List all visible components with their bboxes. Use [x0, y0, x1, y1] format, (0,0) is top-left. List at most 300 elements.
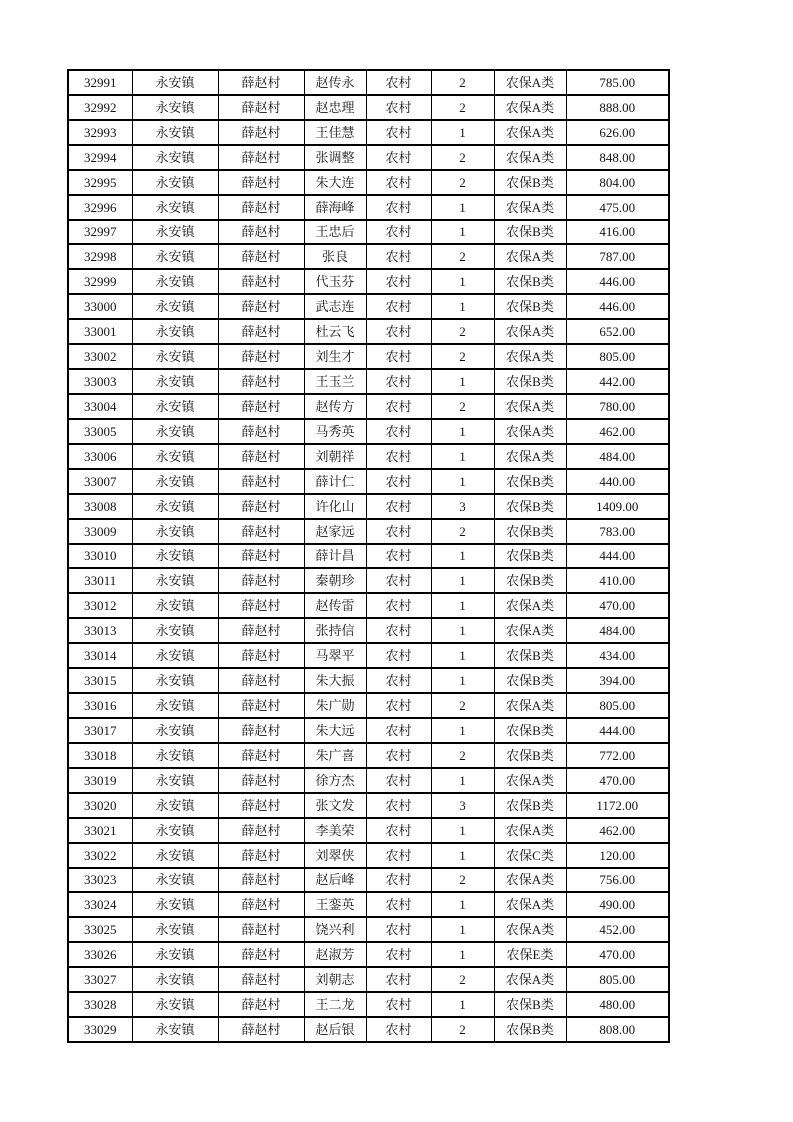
insurance-roster-table: [67, 69, 670, 1043]
cell-household-type: 农村: [366, 793, 431, 818]
cell-person-count: 1: [431, 892, 494, 917]
cell-amount: 444.00: [566, 718, 669, 743]
cell-insurance-category: 农保B类: [494, 544, 566, 569]
cell-village: 薛赵村: [218, 992, 304, 1017]
cell-town: 永安镇: [132, 195, 218, 220]
cell-person-count: 2: [431, 95, 494, 120]
table-row: [68, 942, 669, 967]
cell-serial-number: 33017: [68, 718, 132, 743]
table-row: [68, 743, 669, 768]
cell-person-name: 张持信: [304, 618, 366, 643]
cell-insurance-category: 农保E类: [494, 942, 566, 967]
cell-amount: 772.00: [566, 743, 669, 768]
cell-insurance-category: 农保B类: [494, 519, 566, 544]
cell-household-type: 农村: [366, 170, 431, 195]
cell-person-count: 1: [431, 469, 494, 494]
cell-serial-number: 33006: [68, 444, 132, 469]
cell-person-count: 1: [431, 917, 494, 942]
cell-serial-number: 33028: [68, 992, 132, 1017]
cell-serial-number: 33019: [68, 768, 132, 793]
cell-town: 永安镇: [132, 967, 218, 992]
cell-insurance-category: 农保A类: [494, 967, 566, 992]
cell-person-name: 代玉芬: [304, 269, 366, 294]
cell-town: 永安镇: [132, 942, 218, 967]
cell-town: 永安镇: [132, 419, 218, 444]
cell-amount: 434.00: [566, 643, 669, 668]
cell-town: 永安镇: [132, 344, 218, 369]
cell-serial-number: 32997: [68, 220, 132, 245]
cell-household-type: 农村: [366, 195, 431, 220]
cell-insurance-category: 农保B类: [494, 668, 566, 693]
cell-village: 薛赵村: [218, 768, 304, 793]
cell-insurance-category: 农保A类: [494, 195, 566, 220]
cell-person-name: 赵传永: [304, 70, 366, 95]
cell-insurance-category: 农保B类: [494, 220, 566, 245]
cell-person-name: 张良: [304, 244, 366, 269]
cell-serial-number: 32998: [68, 244, 132, 269]
cell-person-count: 1: [431, 593, 494, 618]
table-row: [68, 967, 669, 992]
cell-serial-number: 33011: [68, 568, 132, 593]
cell-serial-number: 33007: [68, 469, 132, 494]
cell-person-name: 刘朝祥: [304, 444, 366, 469]
cell-town: 永安镇: [132, 220, 218, 245]
cell-person-name: 王玉兰: [304, 369, 366, 394]
cell-amount: 484.00: [566, 444, 669, 469]
cell-household-type: 农村: [366, 70, 431, 95]
cell-household-type: 农村: [366, 917, 431, 942]
cell-household-type: 农村: [366, 494, 431, 519]
cell-insurance-category: 农保B类: [494, 294, 566, 319]
cell-amount: 480.00: [566, 992, 669, 1017]
cell-village: 薛赵村: [218, 718, 304, 743]
table-row: [68, 344, 669, 369]
cell-insurance-category: 农保B类: [494, 269, 566, 294]
cell-household-type: 农村: [366, 768, 431, 793]
cell-person-count: 2: [431, 868, 494, 893]
cell-person-name: 王二龙: [304, 992, 366, 1017]
cell-amount: 444.00: [566, 544, 669, 569]
cell-village: 薛赵村: [218, 444, 304, 469]
table-row: [68, 220, 669, 245]
cell-person-count: 1: [431, 220, 494, 245]
cell-household-type: 农村: [366, 668, 431, 693]
cell-person-count: 1: [431, 768, 494, 793]
cell-person-name: 饶兴利: [304, 917, 366, 942]
cell-serial-number: 33023: [68, 868, 132, 893]
cell-serial-number: 32995: [68, 170, 132, 195]
cell-household-type: 农村: [366, 120, 431, 145]
cell-village: 薛赵村: [218, 195, 304, 220]
cell-town: 永安镇: [132, 170, 218, 195]
cell-insurance-category: 农保C类: [494, 843, 566, 868]
cell-amount: 805.00: [566, 693, 669, 718]
cell-serial-number: 33013: [68, 618, 132, 643]
table-row: [68, 244, 669, 269]
cell-town: 永安镇: [132, 120, 218, 145]
cell-person-name: 徐方杰: [304, 768, 366, 793]
table-row: [68, 369, 669, 394]
cell-town: 永安镇: [132, 892, 218, 917]
cell-town: 永安镇: [132, 70, 218, 95]
table-row: [68, 892, 669, 917]
cell-person-count: 1: [431, 818, 494, 843]
cell-village: 薛赵村: [218, 394, 304, 419]
cell-town: 永安镇: [132, 793, 218, 818]
cell-person-name: 赵传方: [304, 394, 366, 419]
table-row: [68, 843, 669, 868]
cell-amount: 470.00: [566, 942, 669, 967]
cell-person-name: 刘翠侠: [304, 843, 366, 868]
table-row: [68, 544, 669, 569]
cell-amount: 804.00: [566, 170, 669, 195]
table-row: [68, 394, 669, 419]
cell-person-name: 马翠平: [304, 643, 366, 668]
cell-serial-number: 33014: [68, 643, 132, 668]
cell-household-type: 农村: [366, 469, 431, 494]
cell-amount: 888.00: [566, 95, 669, 120]
cell-person-name: 刘生才: [304, 344, 366, 369]
cell-insurance-category: 农保A类: [494, 120, 566, 145]
cell-amount: 652.00: [566, 319, 669, 344]
cell-town: 永安镇: [132, 95, 218, 120]
table-row: [68, 793, 669, 818]
cell-amount: 416.00: [566, 220, 669, 245]
cell-amount: 446.00: [566, 294, 669, 319]
cell-town: 永安镇: [132, 668, 218, 693]
cell-amount: 756.00: [566, 868, 669, 893]
cell-household-type: 农村: [366, 593, 431, 618]
cell-village: 薛赵村: [218, 668, 304, 693]
cell-household-type: 农村: [366, 967, 431, 992]
table-row: [68, 818, 669, 843]
cell-insurance-category: 农保A类: [494, 618, 566, 643]
cell-town: 永安镇: [132, 444, 218, 469]
cell-amount: 452.00: [566, 917, 669, 942]
cell-person-name: 杜云飞: [304, 319, 366, 344]
cell-town: 永安镇: [132, 843, 218, 868]
cell-amount: 805.00: [566, 344, 669, 369]
cell-town: 永安镇: [132, 244, 218, 269]
cell-person-name: 武志连: [304, 294, 366, 319]
cell-household-type: 农村: [366, 444, 431, 469]
cell-serial-number: 32991: [68, 70, 132, 95]
cell-village: 薛赵村: [218, 743, 304, 768]
cell-village: 薛赵村: [218, 967, 304, 992]
cell-household-type: 农村: [366, 244, 431, 269]
table-row: [68, 494, 669, 519]
cell-insurance-category: 农保B类: [494, 643, 566, 668]
cell-household-type: 农村: [366, 294, 431, 319]
table-row: [68, 643, 669, 668]
table-body: [68, 70, 669, 1042]
cell-household-type: 农村: [366, 693, 431, 718]
table-row: [68, 668, 669, 693]
cell-town: 永安镇: [132, 768, 218, 793]
table-row: [68, 917, 669, 942]
cell-town: 永安镇: [132, 319, 218, 344]
cell-serial-number: 33025: [68, 917, 132, 942]
cell-insurance-category: 农保B类: [494, 1017, 566, 1042]
cell-town: 永安镇: [132, 593, 218, 618]
cell-insurance-category: 农保A类: [494, 444, 566, 469]
cell-serial-number: 33010: [68, 544, 132, 569]
cell-village: 薛赵村: [218, 892, 304, 917]
cell-person-name: 薛海峰: [304, 195, 366, 220]
cell-person-count: 1: [431, 718, 494, 743]
cell-amount: 626.00: [566, 120, 669, 145]
cell-village: 薛赵村: [218, 519, 304, 544]
cell-person-count: 1: [431, 369, 494, 394]
cell-village: 薛赵村: [218, 593, 304, 618]
table-row: [68, 718, 669, 743]
cell-amount: 848.00: [566, 145, 669, 170]
cell-serial-number: 33022: [68, 843, 132, 868]
table-row: [68, 145, 669, 170]
cell-village: 薛赵村: [218, 544, 304, 569]
cell-serial-number: 32999: [68, 269, 132, 294]
cell-village: 薛赵村: [218, 220, 304, 245]
cell-person-name: 李美荣: [304, 818, 366, 843]
cell-amount: 484.00: [566, 618, 669, 643]
cell-amount: 120.00: [566, 843, 669, 868]
cell-village: 薛赵村: [218, 942, 304, 967]
cell-village: 薛赵村: [218, 95, 304, 120]
cell-person-count: 2: [431, 70, 494, 95]
cell-insurance-category: 农保B类: [494, 718, 566, 743]
table-row: [68, 120, 669, 145]
cell-insurance-category: 农保A类: [494, 818, 566, 843]
cell-serial-number: 33002: [68, 344, 132, 369]
cell-amount: 783.00: [566, 519, 669, 544]
cell-amount: 470.00: [566, 768, 669, 793]
cell-amount: 808.00: [566, 1017, 669, 1042]
table-row: [68, 618, 669, 643]
cell-person-count: 1: [431, 120, 494, 145]
table-row: [68, 1017, 669, 1042]
cell-town: 永安镇: [132, 1017, 218, 1042]
cell-village: 薛赵村: [218, 1017, 304, 1042]
cell-person-count: 1: [431, 668, 494, 693]
cell-village: 薛赵村: [218, 618, 304, 643]
cell-serial-number: 33005: [68, 419, 132, 444]
cell-person-count: 1: [431, 992, 494, 1017]
cell-household-type: 农村: [366, 394, 431, 419]
cell-amount: 470.00: [566, 593, 669, 618]
cell-person-name: 刘朝志: [304, 967, 366, 992]
cell-town: 永安镇: [132, 917, 218, 942]
cell-serial-number: 33024: [68, 892, 132, 917]
cell-person-name: 秦朝珍: [304, 568, 366, 593]
cell-insurance-category: 农保B类: [494, 793, 566, 818]
cell-person-count: 1: [431, 269, 494, 294]
cell-serial-number: 33018: [68, 743, 132, 768]
cell-insurance-category: 农保B类: [494, 992, 566, 1017]
table-row: [68, 70, 669, 95]
table-row: [68, 469, 669, 494]
cell-person-name: 薛计仁: [304, 469, 366, 494]
cell-household-type: 农村: [366, 344, 431, 369]
cell-household-type: 农村: [366, 868, 431, 893]
cell-person-count: 1: [431, 444, 494, 469]
cell-insurance-category: 农保A类: [494, 145, 566, 170]
cell-village: 薛赵村: [218, 269, 304, 294]
cell-town: 永安镇: [132, 693, 218, 718]
cell-household-type: 农村: [366, 718, 431, 743]
cell-person-count: 1: [431, 419, 494, 444]
cell-serial-number: 33001: [68, 319, 132, 344]
cell-insurance-category: 农保A类: [494, 70, 566, 95]
cell-town: 永安镇: [132, 394, 218, 419]
cell-person-count: 2: [431, 170, 494, 195]
cell-town: 永安镇: [132, 718, 218, 743]
cell-town: 永安镇: [132, 145, 218, 170]
cell-village: 薛赵村: [218, 294, 304, 319]
cell-town: 永安镇: [132, 618, 218, 643]
cell-person-count: 2: [431, 967, 494, 992]
cell-town: 永安镇: [132, 992, 218, 1017]
cell-amount: 410.00: [566, 568, 669, 593]
cell-village: 薛赵村: [218, 244, 304, 269]
cell-person-count: 1: [431, 643, 494, 668]
cell-village: 薛赵村: [218, 145, 304, 170]
cell-village: 薛赵村: [218, 170, 304, 195]
cell-town: 永安镇: [132, 818, 218, 843]
cell-serial-number: 32996: [68, 195, 132, 220]
cell-person-count: 2: [431, 145, 494, 170]
cell-village: 薛赵村: [218, 643, 304, 668]
cell-village: 薛赵村: [218, 793, 304, 818]
cell-insurance-category: 农保A类: [494, 419, 566, 444]
cell-insurance-category: 农保A类: [494, 394, 566, 419]
cell-town: 永安镇: [132, 743, 218, 768]
cell-village: 薛赵村: [218, 344, 304, 369]
cell-town: 永安镇: [132, 494, 218, 519]
cell-amount: 475.00: [566, 195, 669, 220]
cell-town: 永安镇: [132, 544, 218, 569]
cell-village: 薛赵村: [218, 419, 304, 444]
cell-village: 薛赵村: [218, 494, 304, 519]
cell-insurance-category: 农保A类: [494, 344, 566, 369]
table-row: [68, 593, 669, 618]
cell-household-type: 农村: [366, 419, 431, 444]
cell-person-name: 朱广勋: [304, 693, 366, 718]
cell-insurance-category: 农保B类: [494, 369, 566, 394]
cell-person-name: 朱大振: [304, 668, 366, 693]
cell-serial-number: 33021: [68, 818, 132, 843]
cell-insurance-category: 农保A类: [494, 892, 566, 917]
table-row: [68, 269, 669, 294]
cell-person-name: 赵家远: [304, 519, 366, 544]
cell-town: 永安镇: [132, 568, 218, 593]
cell-insurance-category: 农保A类: [494, 95, 566, 120]
table-row: [68, 319, 669, 344]
cell-amount: 1172.00: [566, 793, 669, 818]
cell-person-count: 1: [431, 294, 494, 319]
table-row: [68, 868, 669, 893]
cell-person-count: 3: [431, 494, 494, 519]
cell-serial-number: 32992: [68, 95, 132, 120]
cell-person-count: 2: [431, 1017, 494, 1042]
cell-serial-number: 32994: [68, 145, 132, 170]
cell-household-type: 农村: [366, 568, 431, 593]
cell-household-type: 农村: [366, 992, 431, 1017]
cell-household-type: 农村: [366, 319, 431, 344]
cell-village: 薛赵村: [218, 120, 304, 145]
cell-person-count: 1: [431, 618, 494, 643]
cell-person-name: 赵忠理: [304, 95, 366, 120]
cell-person-name: 薛计昌: [304, 544, 366, 569]
cell-person-count: 2: [431, 344, 494, 369]
cell-person-name: 赵后银: [304, 1017, 366, 1042]
cell-village: 薛赵村: [218, 843, 304, 868]
cell-amount: 446.00: [566, 269, 669, 294]
cell-person-count: 1: [431, 843, 494, 868]
table-row: [68, 444, 669, 469]
cell-amount: 785.00: [566, 70, 669, 95]
cell-person-name: 赵淑芳: [304, 942, 366, 967]
cell-household-type: 农村: [366, 269, 431, 294]
cell-amount: 394.00: [566, 668, 669, 693]
table-row: [68, 95, 669, 120]
cell-insurance-category: 农保A类: [494, 244, 566, 269]
cell-village: 薛赵村: [218, 319, 304, 344]
cell-person-name: 许化山: [304, 494, 366, 519]
cell-person-name: 朱大连: [304, 170, 366, 195]
cell-serial-number: 33027: [68, 967, 132, 992]
cell-amount: 780.00: [566, 394, 669, 419]
cell-village: 薛赵村: [218, 818, 304, 843]
cell-village: 薛赵村: [218, 369, 304, 394]
cell-person-count: 1: [431, 568, 494, 593]
cell-person-count: 2: [431, 693, 494, 718]
cell-person-name: 张调整: [304, 145, 366, 170]
cell-amount: 787.00: [566, 244, 669, 269]
cell-insurance-category: 农保B类: [494, 469, 566, 494]
cell-serial-number: 33004: [68, 394, 132, 419]
cell-serial-number: 33008: [68, 494, 132, 519]
cell-person-count: 2: [431, 244, 494, 269]
cell-serial-number: 33003: [68, 369, 132, 394]
cell-person-count: 2: [431, 743, 494, 768]
cell-serial-number: 33012: [68, 593, 132, 618]
table-row: [68, 419, 669, 444]
table-row: [68, 992, 669, 1017]
cell-household-type: 农村: [366, 818, 431, 843]
cell-person-name: 王佳慧: [304, 120, 366, 145]
cell-insurance-category: 农保B类: [494, 494, 566, 519]
cell-serial-number: 33020: [68, 793, 132, 818]
cell-town: 永安镇: [132, 469, 218, 494]
cell-insurance-category: 农保A类: [494, 593, 566, 618]
cell-serial-number: 33026: [68, 942, 132, 967]
cell-household-type: 农村: [366, 95, 431, 120]
cell-serial-number: 32993: [68, 120, 132, 145]
cell-household-type: 农村: [366, 1017, 431, 1042]
cell-amount: 462.00: [566, 419, 669, 444]
cell-amount: 462.00: [566, 818, 669, 843]
cell-person-name: 赵后峰: [304, 868, 366, 893]
cell-village: 薛赵村: [218, 568, 304, 593]
cell-household-type: 农村: [366, 519, 431, 544]
cell-insurance-category: 农保A类: [494, 768, 566, 793]
cell-village: 薛赵村: [218, 917, 304, 942]
cell-person-name: 赵传雷: [304, 593, 366, 618]
cell-household-type: 农村: [366, 145, 431, 170]
cell-person-name: 张文发: [304, 793, 366, 818]
cell-person-name: 朱大远: [304, 718, 366, 743]
cell-village: 薛赵村: [218, 469, 304, 494]
